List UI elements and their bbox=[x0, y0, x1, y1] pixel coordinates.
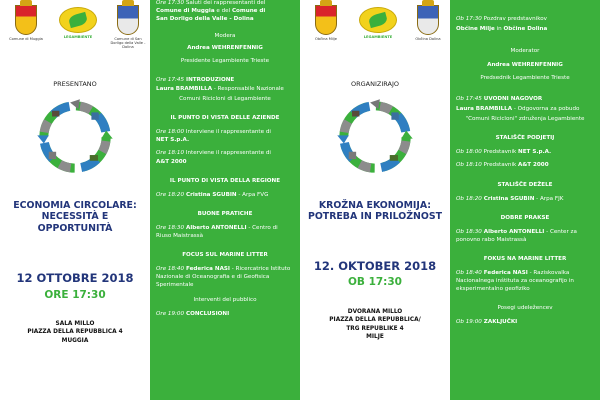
marine-litter-speaker: Ore 18:40 Federica NASI - Ricercatrice Istituto Nazionale di Oceanografia e di Geofisica Sperimentale bbox=[156, 266, 291, 289]
milje-crest-icon bbox=[315, 5, 337, 35]
logo-row bbox=[0, 5, 150, 59]
slovenian-flyer bbox=[300, 0, 600, 400]
title-line: OPPORTUNITÀ bbox=[37, 222, 113, 234]
event-title bbox=[4, 200, 146, 234]
conclusions: Ore 19:00 CONCLUSIONI bbox=[156, 310, 230, 317]
logo-row bbox=[300, 5, 450, 59]
venue-line: DVORANA MILLO bbox=[347, 309, 403, 315]
milje-logo bbox=[308, 5, 344, 41]
event-date: 12. OKTOBER 2018 bbox=[313, 259, 437, 273]
section-heading: FOCUS SUL MARINE LITTER bbox=[182, 252, 268, 259]
italian-program-panel bbox=[150, 0, 300, 400]
company-speakers: Ob 18:00 Predstavnik NET S.p.A. Ob 18:10 Predstavnik A&T 2000 bbox=[456, 149, 552, 169]
introduction: Ore 17:45 INTRODUZIONE Laura BRAMBILLA - Responsabile Nazionale Comuni Ricicloni di Legambiente bbox=[156, 76, 284, 102]
logo-caption: Občina Dolina bbox=[415, 37, 441, 41]
legambiente-leaf-icon bbox=[359, 7, 397, 33]
dolina-crest-icon bbox=[417, 5, 439, 35]
kicker: PRESENTANO bbox=[53, 80, 97, 88]
section-heading: FOKUS NA MARINE LITTER bbox=[483, 256, 567, 263]
muggia-crest-icon bbox=[15, 5, 37, 35]
audience-interventions: Posegi udeležencev bbox=[497, 304, 553, 311]
circular-economy-cycle-icon bbox=[34, 96, 116, 178]
legambiente-leaf-icon bbox=[59, 7, 97, 33]
event-title bbox=[304, 200, 446, 223]
title-line: NECESSITÀ E bbox=[41, 211, 109, 223]
title-line: POTREBA IN PRILOŽNOST bbox=[307, 211, 443, 223]
audience-interventions: Interventi del pubblico bbox=[193, 296, 257, 303]
event-venue bbox=[4, 320, 146, 345]
logo-caption: Comune di Muggia bbox=[9, 37, 43, 41]
muggia-logo bbox=[8, 5, 44, 41]
good-practices-speaker: Ob 18:30 Alberto ANTONELLI - Center za ponovno rabo Maistrassà bbox=[456, 228, 577, 244]
italian-cover-panel bbox=[0, 0, 150, 400]
venue-line: MUGGIA bbox=[61, 337, 89, 344]
venue-line: TRG REPUBLIKE 4 bbox=[346, 325, 404, 332]
region-speaker: Ore 18:20 Cristina SGUBIN - Arpa FVG bbox=[156, 191, 269, 198]
event-time: OB 17:30 bbox=[347, 276, 402, 288]
good-practices-speaker: Ore 18:30 Alberto ANTONELLI - Centro di Riuso Maistrassà bbox=[156, 224, 278, 240]
moderator: Modera Andrea WEHRENFENNIG Presidente Legambiente Trieste bbox=[180, 33, 270, 64]
venue-line: MILJE bbox=[366, 334, 384, 341]
section-heading: DOBRE PRAKSE bbox=[500, 214, 550, 221]
venue-line: PIAZZA DELLA REPUBBLICA/ bbox=[329, 317, 421, 324]
greeting: Ore 17:30 Saluti dei rappresentanti del Comune di Muggia e del Comune di San Dorligo della Valle - Dolina bbox=[156, 0, 266, 23]
section-heading: STALIŠČE DEŽELE bbox=[497, 181, 553, 188]
company-speakers: Ore 18:00 Interviene il rappresentante di NET S.p.A. Ore 18:10 Interviene il rappresentante di A&T 2000 bbox=[156, 129, 271, 165]
section-heading: IL PUNTO DI VISTA DELLE AZIENDE bbox=[170, 115, 280, 122]
kicker: ORGANIZIRAJO bbox=[351, 80, 399, 88]
venue-line: PIAZZA DELLA REPUBBLICA 4 bbox=[27, 329, 123, 336]
legambiente-logo bbox=[56, 5, 100, 39]
moderator: Moderator Andrea WEHRENFENNIG Predsednik Legambiente Trieste bbox=[480, 48, 570, 81]
introduction: Ob 17:45 UVODNI NAGOVOR Laura BRAMBILLA - Odgovorna za pobudo "Comuni Ricicloni" združenja Legambiente bbox=[456, 95, 585, 123]
event-time: ORE 17:30 bbox=[44, 289, 106, 301]
slovenian-cover-panel bbox=[300, 0, 450, 400]
dolina-crest-icon bbox=[117, 5, 139, 35]
region-speaker: Ob 18:20 Cristina SGUBIN - Arpa FJK bbox=[456, 195, 564, 202]
title-line: KROŽNA EKONOMIJA: bbox=[318, 200, 432, 211]
greeting: Ob 17:30 Pozdrav predstavnikov Občine Milje in Občine Dolina bbox=[456, 16, 548, 33]
circular-economy-cycle-icon bbox=[334, 96, 416, 178]
logo-caption: Občina Milje bbox=[314, 37, 337, 41]
marine-litter-speaker: Ob 18:40 Federica NASI - Raziskovalka Nacionalnega inštituta za oceanografijo in eksperimentalno geofiziko bbox=[456, 270, 574, 293]
legambiente-logo bbox=[356, 5, 400, 39]
logo-caption: LEGAMBIENTE bbox=[363, 35, 393, 39]
dolina-logo bbox=[408, 5, 448, 41]
section-heading: IL PUNTO DI VISTA DELLA REGIONE bbox=[169, 177, 281, 184]
dolina-logo bbox=[108, 5, 148, 49]
section-heading: BUONE PRATICHE bbox=[197, 210, 253, 217]
title-line: ECONOMIA CIRCOLARE: bbox=[13, 200, 137, 211]
venue-line: SALA MILLO bbox=[55, 321, 95, 327]
slovenian-program-panel bbox=[450, 0, 600, 400]
conclusions: Ob 19:00 ZAKLJUČKI bbox=[456, 318, 518, 325]
event-venue bbox=[304, 308, 446, 342]
event-date: 12 OTTOBRE 2018 bbox=[16, 271, 134, 285]
logo-caption: LEGAMBIENTE bbox=[63, 35, 93, 39]
section-heading: STALIŠČE PODJETIJ bbox=[495, 135, 555, 142]
logo-caption: Comune di San Dorligo della Valle - Dolina bbox=[110, 37, 146, 50]
